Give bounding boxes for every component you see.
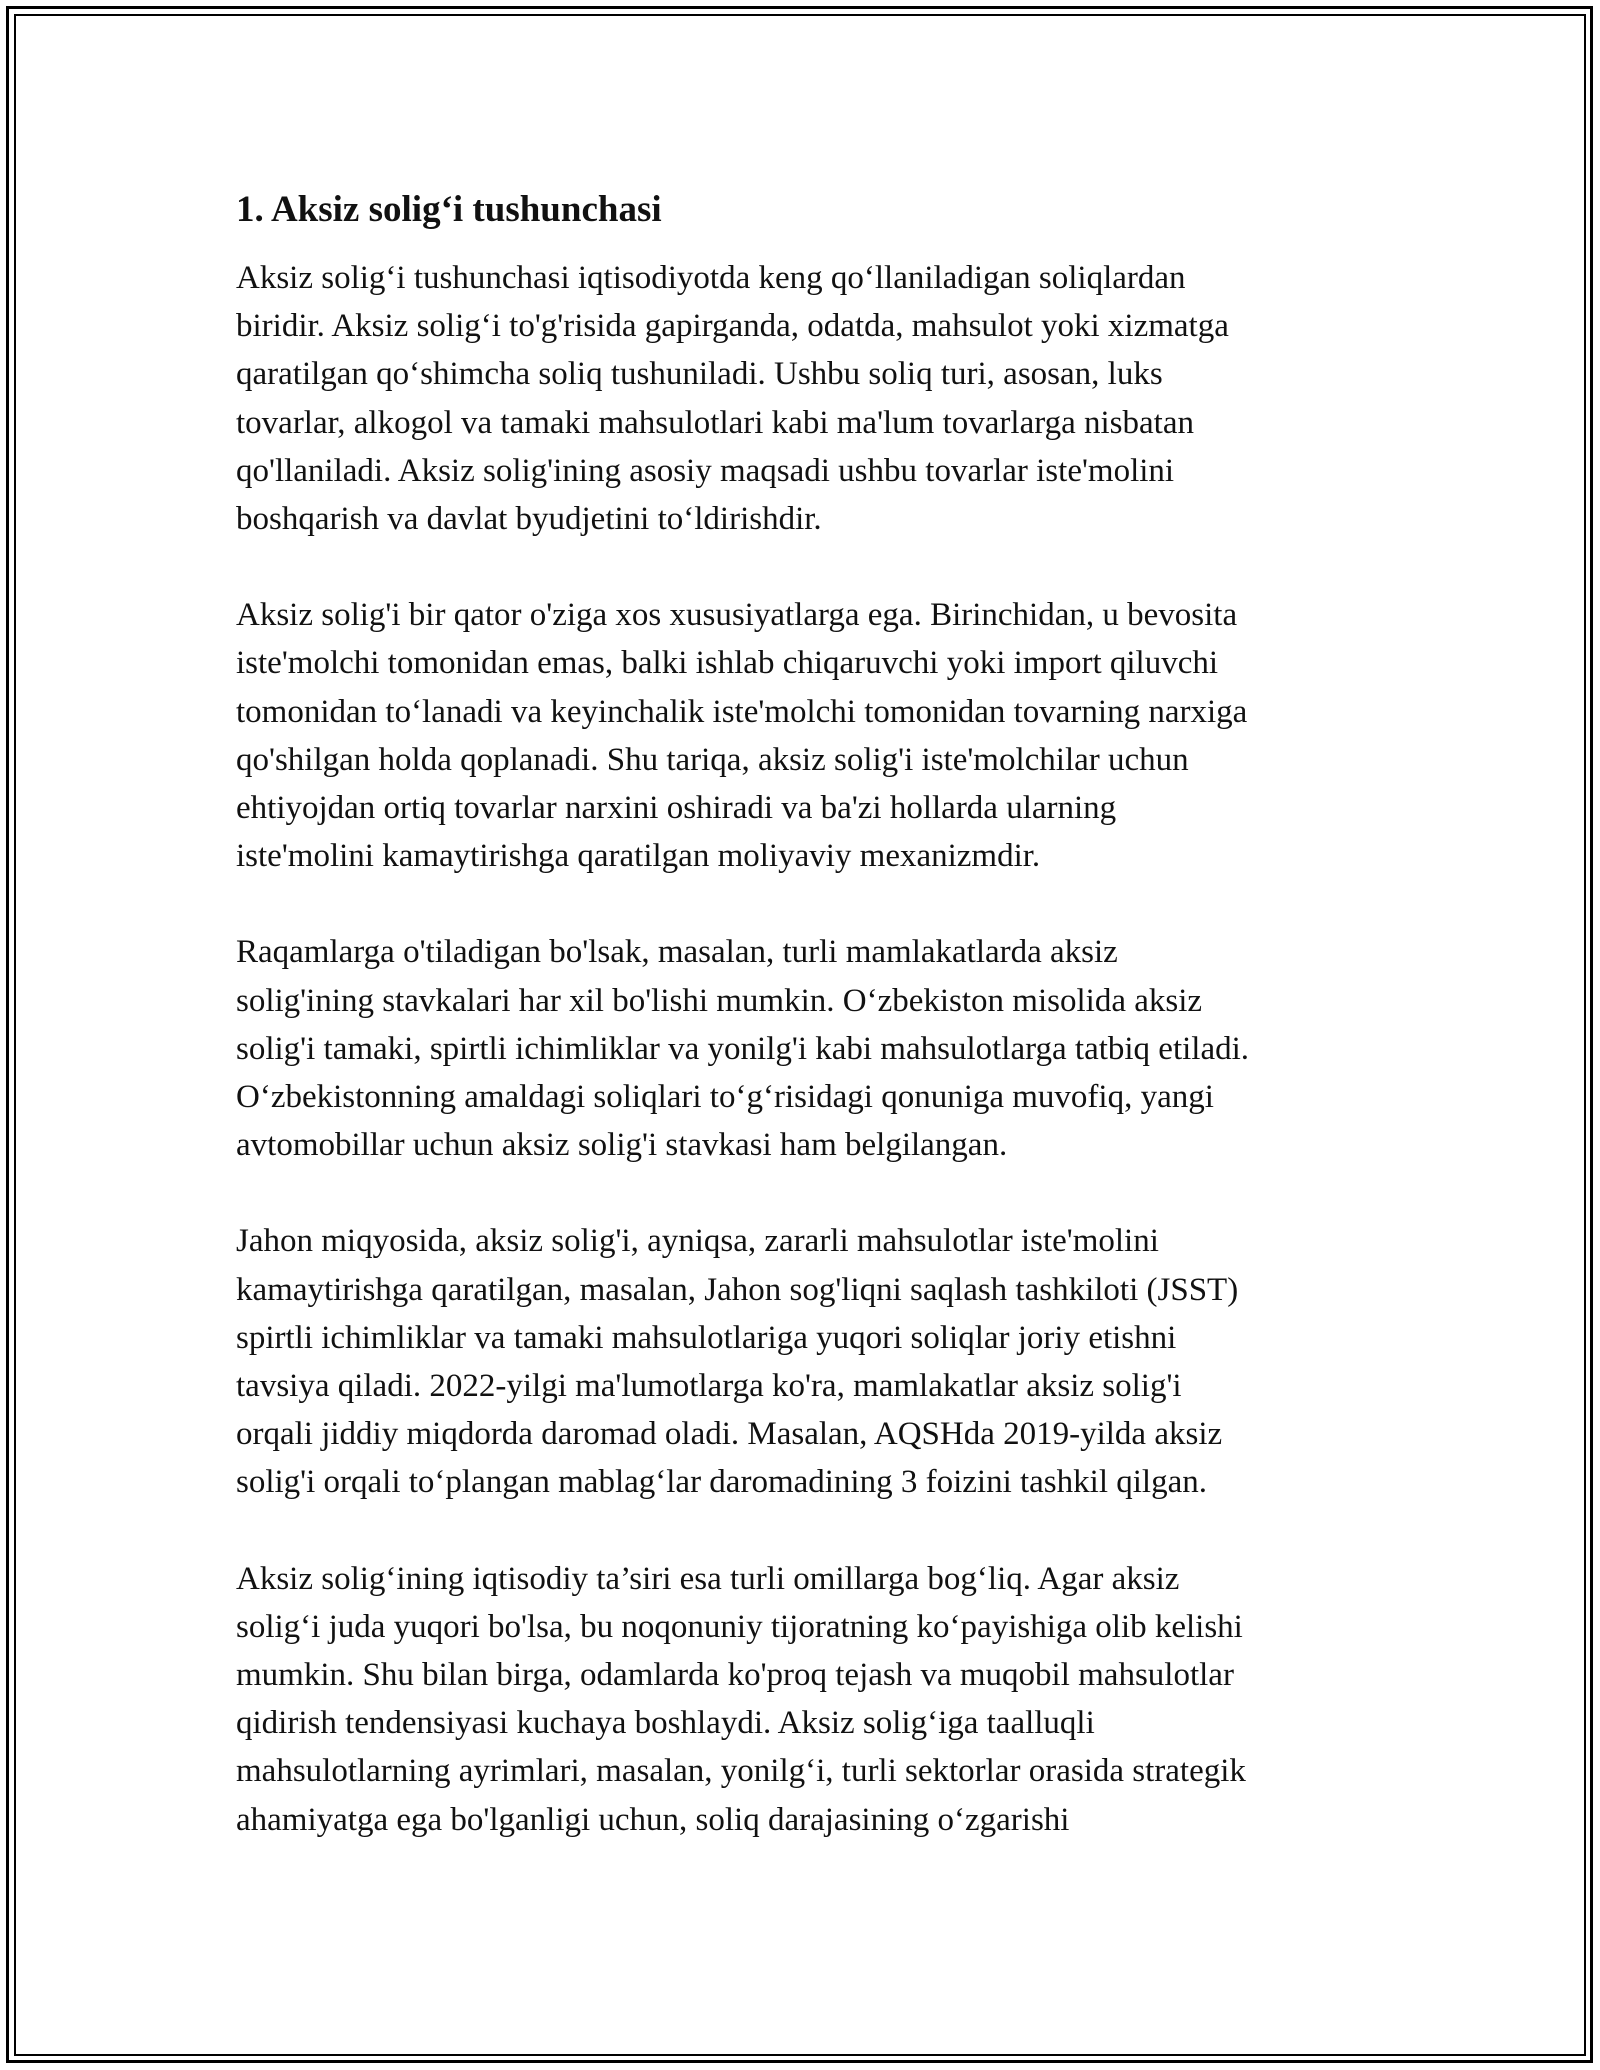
paragraph-4 [236,1217,1376,1506]
text-line: orqali jiddiy miqdorda daromad oladi. Masalan, AQSHda 2019-yilda aksiz [236,1416,1223,1453]
text-line: solig‘i juda yuqori bo'lsa, bu noqonuniy tijoratning ko‘payishiga olib kelishi [236,1608,1243,1645]
text-line: Aksiz solig‘ining iqtisodiy ta’siri esa turli omillarga bog‘liq. Agar aksiz [236,1560,1180,1597]
text-line: tavsiya qiladi. 2022-yilgi ma'lumotlarga ko'ra, mamlakatlar aksiz solig'i [236,1368,1182,1405]
text-line: ehtiyojdan ortiq tovarlar narxini oshiradi va ba'zi hollarda ularning [236,790,1117,827]
text-line: iste'molchi tomonidan emas, balki ishlab chiqaruvchi yoki import qiluvchi [236,645,1219,682]
text-line: ahamiyatga ega bo'lganligi uchun, soliq darajasining o‘zgarishi [236,1801,1070,1838]
text-line: Raqamlarga o'tiladigan bo'lsak, masalan, turli mamlakatlarda aksiz [236,934,1118,971]
text-line: qidirish tendensiyasi kuchaya boshlaydi. Aksiz solig‘iga taalluqli [236,1705,1095,1742]
paragraph-1 [236,254,1376,543]
text-line: spirtli ichimliklar va tamaki mahsulotlariga yuqori soliqlar joriy etishni [236,1319,1177,1356]
text-line: solig'ining stavkalari har xil bo'lishi mumkin. O‘zbekiston misolida aksiz [236,982,1203,1019]
text-line: boshqarish va davlat byudjetini to‘ldirishdir. [236,501,822,538]
text-line: qo'shilgan holda qoplanadi. Shu tariqa, aksiz solig'i iste'molchilar uchun [236,741,1189,778]
text-line: solig'i orqali to‘plangan mablag‘lar daromadining 3 foizini tashkil qilgan. [236,1464,1207,1501]
paragraph-5 [236,1555,1376,1844]
text-line: tomonidan to‘lanadi va keyinchalik iste'molchi tomonidan tovarning narxiga [236,693,1248,730]
text-line: Aksiz solig'i bir qator o'ziga xos xususiyatlarga ega. Birinchidan, u bevosita [236,597,1238,634]
paragraph-3 [236,928,1376,1169]
document-body [236,186,1376,1892]
text-line: Aksiz solig‘i tushunchasi iqtisodiyotda keng qo‘llaniladigan soliqlardan [236,260,1186,296]
paragraph-2 [236,591,1376,880]
text-line: tovarlar, alkogol va tamaki mahsulotlari kabi ma'lum tovarlarga nisbatan [236,404,1194,441]
text-line: mahsulotlarning ayrimlari, masalan, yonilg‘i, turli sektorlar orasida strategik [236,1753,1246,1790]
section-heading: 1. Aksiz solig‘i tushunchasi [236,189,662,230]
text-line: Jahon miqyosida, aksiz solig'i, ayniqsa, zararli mahsulotlar iste'molini [236,1223,1159,1260]
text-line: solig'i tamaki, spirtli ichimliklar va yonilg'i kabi mahsulotlarga tatbiq etiladi. [236,1030,1250,1067]
text-line: mumkin. Shu bilan birga, odamlarda ko'proq tejash va muqobil mahsulotlar [236,1657,1234,1694]
text-line: O‘zbekistonning amaldagi soliqlari to‘g‘risidagi qonuniga muvofiq, yangi [236,1079,1214,1116]
text-line: qaratilgan qo‘shimcha soliq tushuniladi. Ushbu soliq turi, asosan, luks [236,356,1163,393]
text-line: qo'llaniladi. Aksiz solig'ining asosiy maqsadi ushbu tovarlar iste'molini [236,452,1175,489]
text-line: avtomobillar uchun aksiz solig'i stavkasi ham belgilangan. [236,1127,1008,1164]
text-line: kamaytirishga qaratilgan, masalan, Jahon sog'liqni saqlash tashkiloti (JSST) [236,1271,1239,1308]
text-line: biridir. Aksiz solig‘i to'g'risida gapirganda, odatda, mahsulot yoki xizmatga [236,308,1229,345]
text-line: iste'molini kamaytirishga qaratilgan moliyaviy mexanizmdir. [236,838,1041,875]
